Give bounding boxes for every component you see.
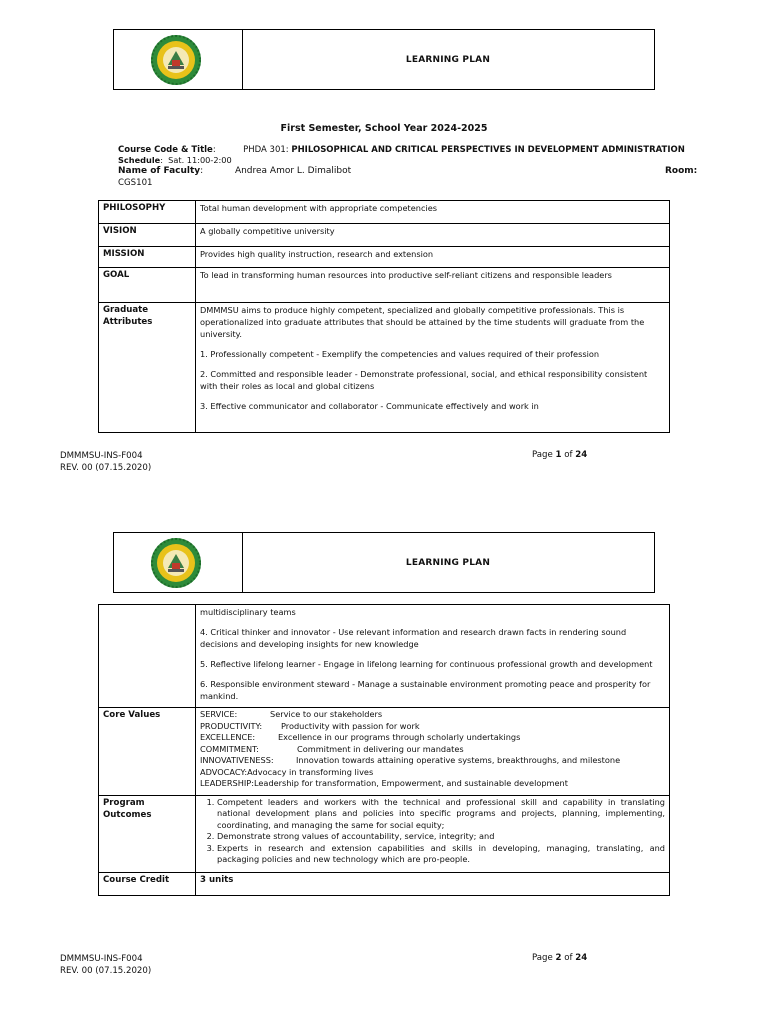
goal-value: To lead in transforming human resources into productive self-reliant citizens and responsible leaders <box>196 268 670 303</box>
cv-commitment-key: COMMITMENT: <box>200 743 259 754</box>
room-label: Room: <box>665 166 698 176</box>
schedule-label: Schedule <box>118 155 161 165</box>
graduate-attributes-cell <box>196 303 670 433</box>
graduate-attribute-2: 2. Committed and responsible leader - Demonstrate professional, social, and ethical responsibility consistent with their roles as local and global citizens <box>200 369 648 391</box>
learning-plan-table-page1 <box>98 200 670 433</box>
page-number-page2 <box>532 953 587 963</box>
doc-code: DMMMSU-INS-F004 <box>60 954 143 964</box>
row-course-credit <box>99 872 670 895</box>
semester-title: First Semester, School Year 2024-2025 <box>280 123 488 134</box>
vision-label: VISION <box>99 224 196 247</box>
cv-innovativeness-key: INNOVATIVENESS: <box>200 755 274 765</box>
doc-code: DMMMSU-INS-F004 <box>60 451 143 461</box>
cv-productivity-key: PRODUCTIVITY: <box>200 720 263 731</box>
course-credit-label: Course Credit <box>99 872 196 895</box>
graduate-attributes-label: Graduate Attributes <box>99 303 196 433</box>
row-vision <box>99 224 670 247</box>
program-outcome-3: 3. Experts in research and extension capabilities and skills in developing, managing, translating, and packaging policies and new technology which are pro-people. <box>217 843 665 866</box>
graduate-attribute-3: 3. Effective communicator and collaborator - Communicate effectively and work in <box>200 401 539 411</box>
of-word: of <box>564 450 573 460</box>
philosophy-value: Total human development with appropriate competencies <box>196 201 670 224</box>
cv-commitment-value: Commitment in delivering our mandates <box>297 743 464 754</box>
university-seal-logo <box>150 537 202 589</box>
footer-page1 <box>60 450 151 474</box>
graduate-intro: DMMMSU aims to produce highly competent, specialized and globally competitive professionals. This is operationalized into graduate attributes that should be attained by the time students will graduate from the university. <box>200 305 645 339</box>
cv-service-key: SERVICE: <box>200 709 238 719</box>
revision: REV. 00 (07.15.2020) <box>60 463 152 473</box>
cv-leadership: LEADERSHIP:Leadership for transformation, Empowerment, and sustainable development <box>200 778 568 788</box>
header-title: LEARNING PLAN <box>405 54 491 65</box>
page-total: 24 <box>575 953 588 963</box>
mission-value: Provides high quality instruction, research and extension <box>196 247 670 268</box>
cv-service-value: Service to our stakeholders <box>270 709 383 719</box>
schedule-line: Schedule: Sat. 11:00-2:00 <box>118 155 232 165</box>
page-word: Page <box>532 450 553 460</box>
page-total: 24 <box>575 450 588 460</box>
university-seal-logo <box>150 34 202 86</box>
graduate-attributes-cont-cell <box>196 605 670 708</box>
logo-cell <box>114 30 243 89</box>
header-box-page1 <box>113 29 655 90</box>
header-box-page2 <box>113 532 655 593</box>
program-outcomes-list <box>200 797 665 866</box>
core-values-cell <box>196 708 670 796</box>
graduate-attribute-6: 6. Responsible environment steward - Manage a sustainable environment promoting peace and prosperity for mankind. <box>200 679 651 701</box>
row-graduate-attributes-cont <box>99 605 670 708</box>
page-word: Page <box>532 953 553 963</box>
cv-advocacy: ADVOCACY:Advocacy in transforming lives <box>200 766 374 777</box>
cv-excellence-key: EXCELLENCE: <box>200 732 256 742</box>
faculty-label: Name of Faculty <box>118 166 201 176</box>
course-code-title-label: Course Code & Title <box>118 145 213 155</box>
program-outcome-1: 1. Competent leaders and workers with the technical and professional skill and capability in translating national development plans and policies into specific programs and projects, planning, implementing, coordinating, and managing the same for social equity; <box>217 797 665 832</box>
graduate-attribute-5: 5. Reflective lifelong learner - Engage in lifelong learning for continuous professional growth and development <box>200 659 653 669</box>
cv-excellence-value: Excellence in our programs through scholarly undertakings <box>278 732 521 742</box>
row-graduate-attributes <box>99 303 670 433</box>
page-current: 1 <box>555 450 562 460</box>
course-title: PHILOSOPHICAL AND CRITICAL PERSPECTIVES IN DEVELOPMENT ADMINISTRATION <box>291 145 685 155</box>
program-outcome-2: 2. Demonstrate strong values of accountability, service, integrity; and <box>217 831 665 843</box>
philosophy-label: PHILOSOPHY <box>99 201 196 224</box>
graduate-attribute-1: 1. Professionally competent - Exemplify the competencies and values required of their profession <box>200 349 600 359</box>
page-current: 2 <box>555 953 562 963</box>
course-code: PHDA 301: <box>243 145 289 155</box>
goal-label: GOAL <box>99 268 196 303</box>
core-values-label: Core Values <box>99 708 196 796</box>
header-title: LEARNING PLAN <box>405 557 491 568</box>
graduate-attribute-3-end: multidisciplinary teams <box>200 607 296 617</box>
learning-plan-table-page2 <box>98 604 670 896</box>
course-credit-value: 3 units <box>196 872 670 895</box>
row-core-values <box>99 708 670 796</box>
program-outcomes-label: Program Outcomes <box>99 795 196 872</box>
row-philosophy <box>99 201 670 224</box>
page-number-page1 <box>532 450 587 460</box>
room-label-wrap <box>665 166 697 176</box>
footer-page2 <box>60 953 151 977</box>
faculty-name: Andrea Amor L. Dimalibot <box>234 166 352 176</box>
row-program-outcomes <box>99 795 670 872</box>
vision-value: A globally competitive university <box>196 224 670 247</box>
cv-productivity-value: Productivity with passion for work <box>281 720 420 731</box>
course-code-title-line: Course Code & Title: PHDA 301: PHILOSOPHICAL AND CRITICAL PERSPECTIVES IN DEVELOPMENT ADMINISTRATION <box>118 145 685 155</box>
room-value: CGS101 <box>118 178 153 188</box>
cv-innovativeness-value: Innovation towards attaining operative systems, breakthroughs, and milestone <box>296 755 621 765</box>
revision: REV. 00 (07.15.2020) <box>60 966 152 976</box>
mission-label: MISSION <box>99 247 196 268</box>
program-outcomes-cell <box>196 795 670 872</box>
row-goal <box>99 268 670 303</box>
graduate-attribute-4: 4. Critical thinker and innovator - Use relevant information and research drawn facts in rendering sound decisions and developing insights for new knowledge <box>200 627 627 649</box>
row-mission <box>99 247 670 268</box>
of-word: of <box>564 953 573 963</box>
faculty-line: Name of Faculty: Andrea Amor L. Dimalibot <box>118 166 352 176</box>
logo-cell <box>114 533 243 592</box>
schedule-value: Sat. 11:00-2:00 <box>168 155 232 165</box>
empty-label-cell <box>99 605 196 708</box>
